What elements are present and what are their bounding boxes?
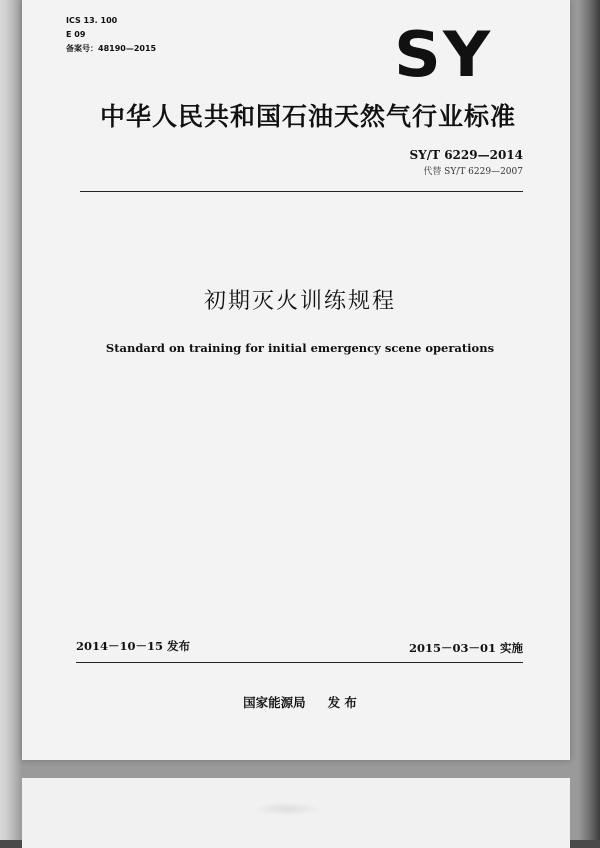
classification-block bbox=[66, 14, 156, 56]
ics-code: ICS 13. 100 bbox=[66, 16, 118, 25]
next-page-edge bbox=[22, 778, 570, 848]
issue-date: 2014－10－15 发布 bbox=[76, 639, 191, 653]
scan-smudge bbox=[252, 802, 322, 816]
issuing-authority bbox=[0, 693, 600, 711]
sy-logo: SY bbox=[394, 18, 493, 91]
replaces-standard: 代替 SY/T 6229—2007 bbox=[423, 167, 523, 177]
issuer-name: 国家能源局 bbox=[243, 695, 306, 710]
filing-number: 备案号：48190—2015 bbox=[66, 44, 157, 53]
class-code: E 09 bbox=[66, 30, 86, 39]
standard-number: SY/T 6229—2014 bbox=[409, 148, 523, 162]
issuer-action: 发 布 bbox=[327, 695, 357, 710]
bottom-divider bbox=[76, 662, 523, 663]
document-title-english: Standard on training for initial emergency scene operations bbox=[105, 341, 495, 355]
standard-codes bbox=[360, 148, 523, 177]
document-title: 初期灭火训练规程 bbox=[203, 289, 396, 314]
standard-type-heading: 中华人民共和国石油天然气行业标准 bbox=[100, 102, 517, 131]
top-divider bbox=[80, 191, 523, 192]
implementation-date: 2015－03－01 实施 bbox=[408, 641, 523, 655]
